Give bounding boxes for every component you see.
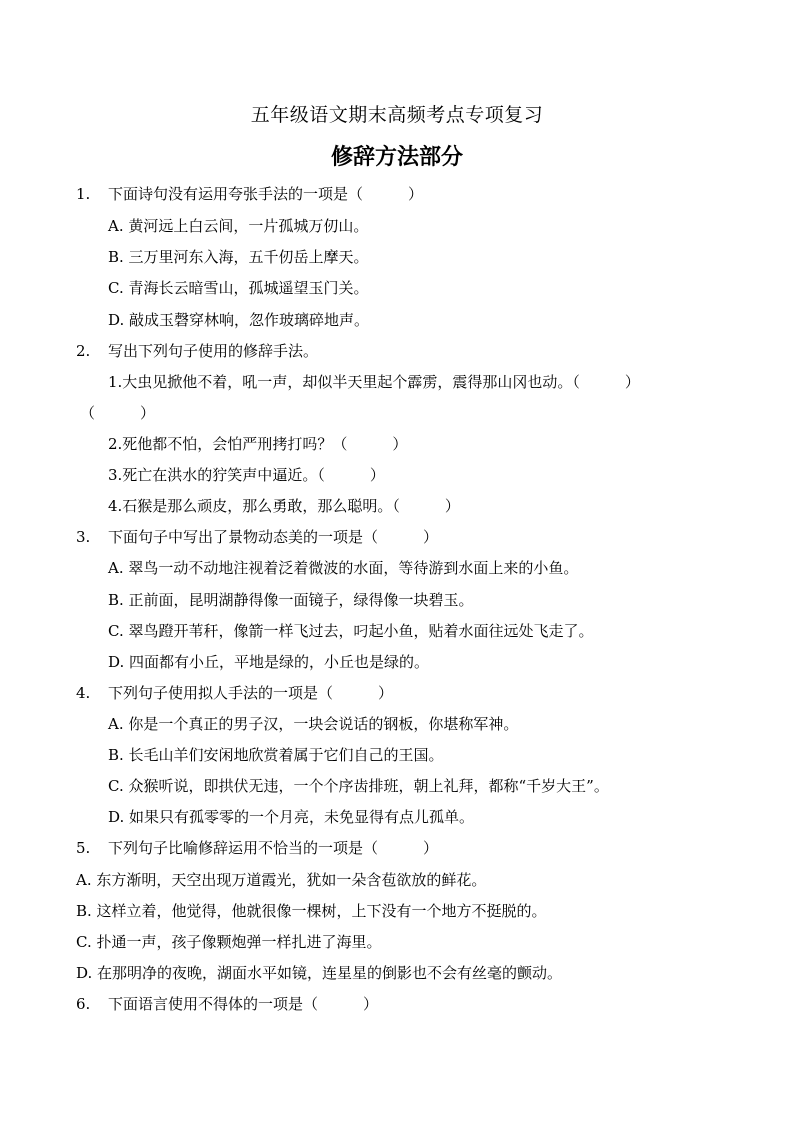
question-2-stem: 写出下列句子使用的修辞手法。 bbox=[108, 342, 319, 360]
question-3-stem: 下面句子中写出了景物动态美的一项是（ ） bbox=[108, 528, 439, 546]
question-1-stem: 下面诗句没有运用夸张手法的一项是（ ） bbox=[108, 185, 424, 203]
question-2-number: 2. bbox=[76, 342, 91, 360]
question-3-number: 3. bbox=[76, 528, 91, 546]
question-4-option-c: C. 众猴听说，即拱伏无违，一个个序齿排班，朝上礼拜，都称“千岁大王”。 bbox=[108, 777, 609, 795]
question-4-option-a: A. 你是一个真正的男子汉，一块会说话的钢板，你堪称军神。 bbox=[108, 715, 519, 733]
document-subtitle: 修辞方法部分 bbox=[330, 145, 463, 170]
question-2-item-1: 1.大虫见掀他不着，吼一声，却似半天里起个霹雳，震得那山冈也动。（ ） bbox=[108, 373, 640, 391]
question-6-number: 6. bbox=[76, 995, 91, 1013]
question-1-number: 1. bbox=[76, 185, 91, 203]
question-4-option-b: B. 长毛山羊们安闲地欣赏着属于它们自己的王国。 bbox=[108, 746, 444, 764]
question-1-option-b: B. 三万里河东入海，五千仞岳上摩天。 bbox=[108, 248, 369, 266]
question-2-item-4: 4.石猴是那么顽皮，那么勇敢，那么聪明。（ ） bbox=[108, 497, 460, 515]
question-3-option-b: B. 正前面，昆明湖静得像一面镜子，绿得像一块碧玉。 bbox=[108, 591, 474, 609]
question-6-stem: 下面语言使用不得体的一项是（ ） bbox=[108, 995, 379, 1013]
question-3-option-c: C. 翠鸟蹬开苇秆，像箭一样飞过去，叼起小鱼，贴着水面往远处飞走了。 bbox=[108, 622, 594, 640]
question-4-option-d: D. 如果只有孤零零的一个月亮，未免显得有点儿孤单。 bbox=[108, 808, 475, 826]
question-1-option-d: D. 敲成玉磬穿林响，忽作玻璃碎地声。 bbox=[108, 311, 370, 329]
question-5-stem: 下列句子比喻修辞运用不恰当的一项是（ ） bbox=[108, 839, 439, 857]
question-1-option-a: A. 黄河远上白云间，一片孤城万仞山。 bbox=[108, 217, 369, 235]
question-3-option-d: D. 四面都有小丘，平地是绿的，小丘也是绿的。 bbox=[108, 653, 430, 671]
question-5-number: 5. bbox=[76, 839, 91, 857]
question-2-item-1-answer-blank: （ ） bbox=[80, 404, 156, 422]
question-5-option-b: B. 这样立着，他觉得，他就很像一棵树，上下没有一个地方不挺脱的。 bbox=[76, 902, 547, 920]
question-3-option-a: A. 翠鸟一动不动地注视着泛着微波的水面，等待游到水面上来的小鱼。 bbox=[108, 559, 579, 577]
document-title: 五年级语文期末高频考点专项复习 bbox=[250, 104, 544, 126]
question-5-option-a: A. 东方渐明，天空出现万道霞光，犹如一朵含苞欲放的鲜花。 bbox=[76, 871, 487, 889]
question-5-option-d: D. 在那明净的夜晚，湖面水平如镜，连星星的倒影也不会有丝毫的颤动。 bbox=[76, 964, 563, 982]
question-4-stem: 下列句子使用拟人手法的一项是（ ） bbox=[108, 684, 394, 702]
question-2-item-2: 2.死他都不怕，会怕严刑拷打吗？（ ） bbox=[108, 435, 408, 453]
question-5-option-c: C. 扑通一声，孩子像颗炮弹一样扎进了海里。 bbox=[76, 933, 382, 951]
question-4-number: 4. bbox=[76, 684, 91, 702]
question-1-option-c: C. 青海长云暗雪山，孤城遥望玉门关。 bbox=[108, 279, 369, 297]
question-2-item-3: 3.死亡在洪水的狞笑声中逼近。（ ） bbox=[108, 466, 385, 484]
